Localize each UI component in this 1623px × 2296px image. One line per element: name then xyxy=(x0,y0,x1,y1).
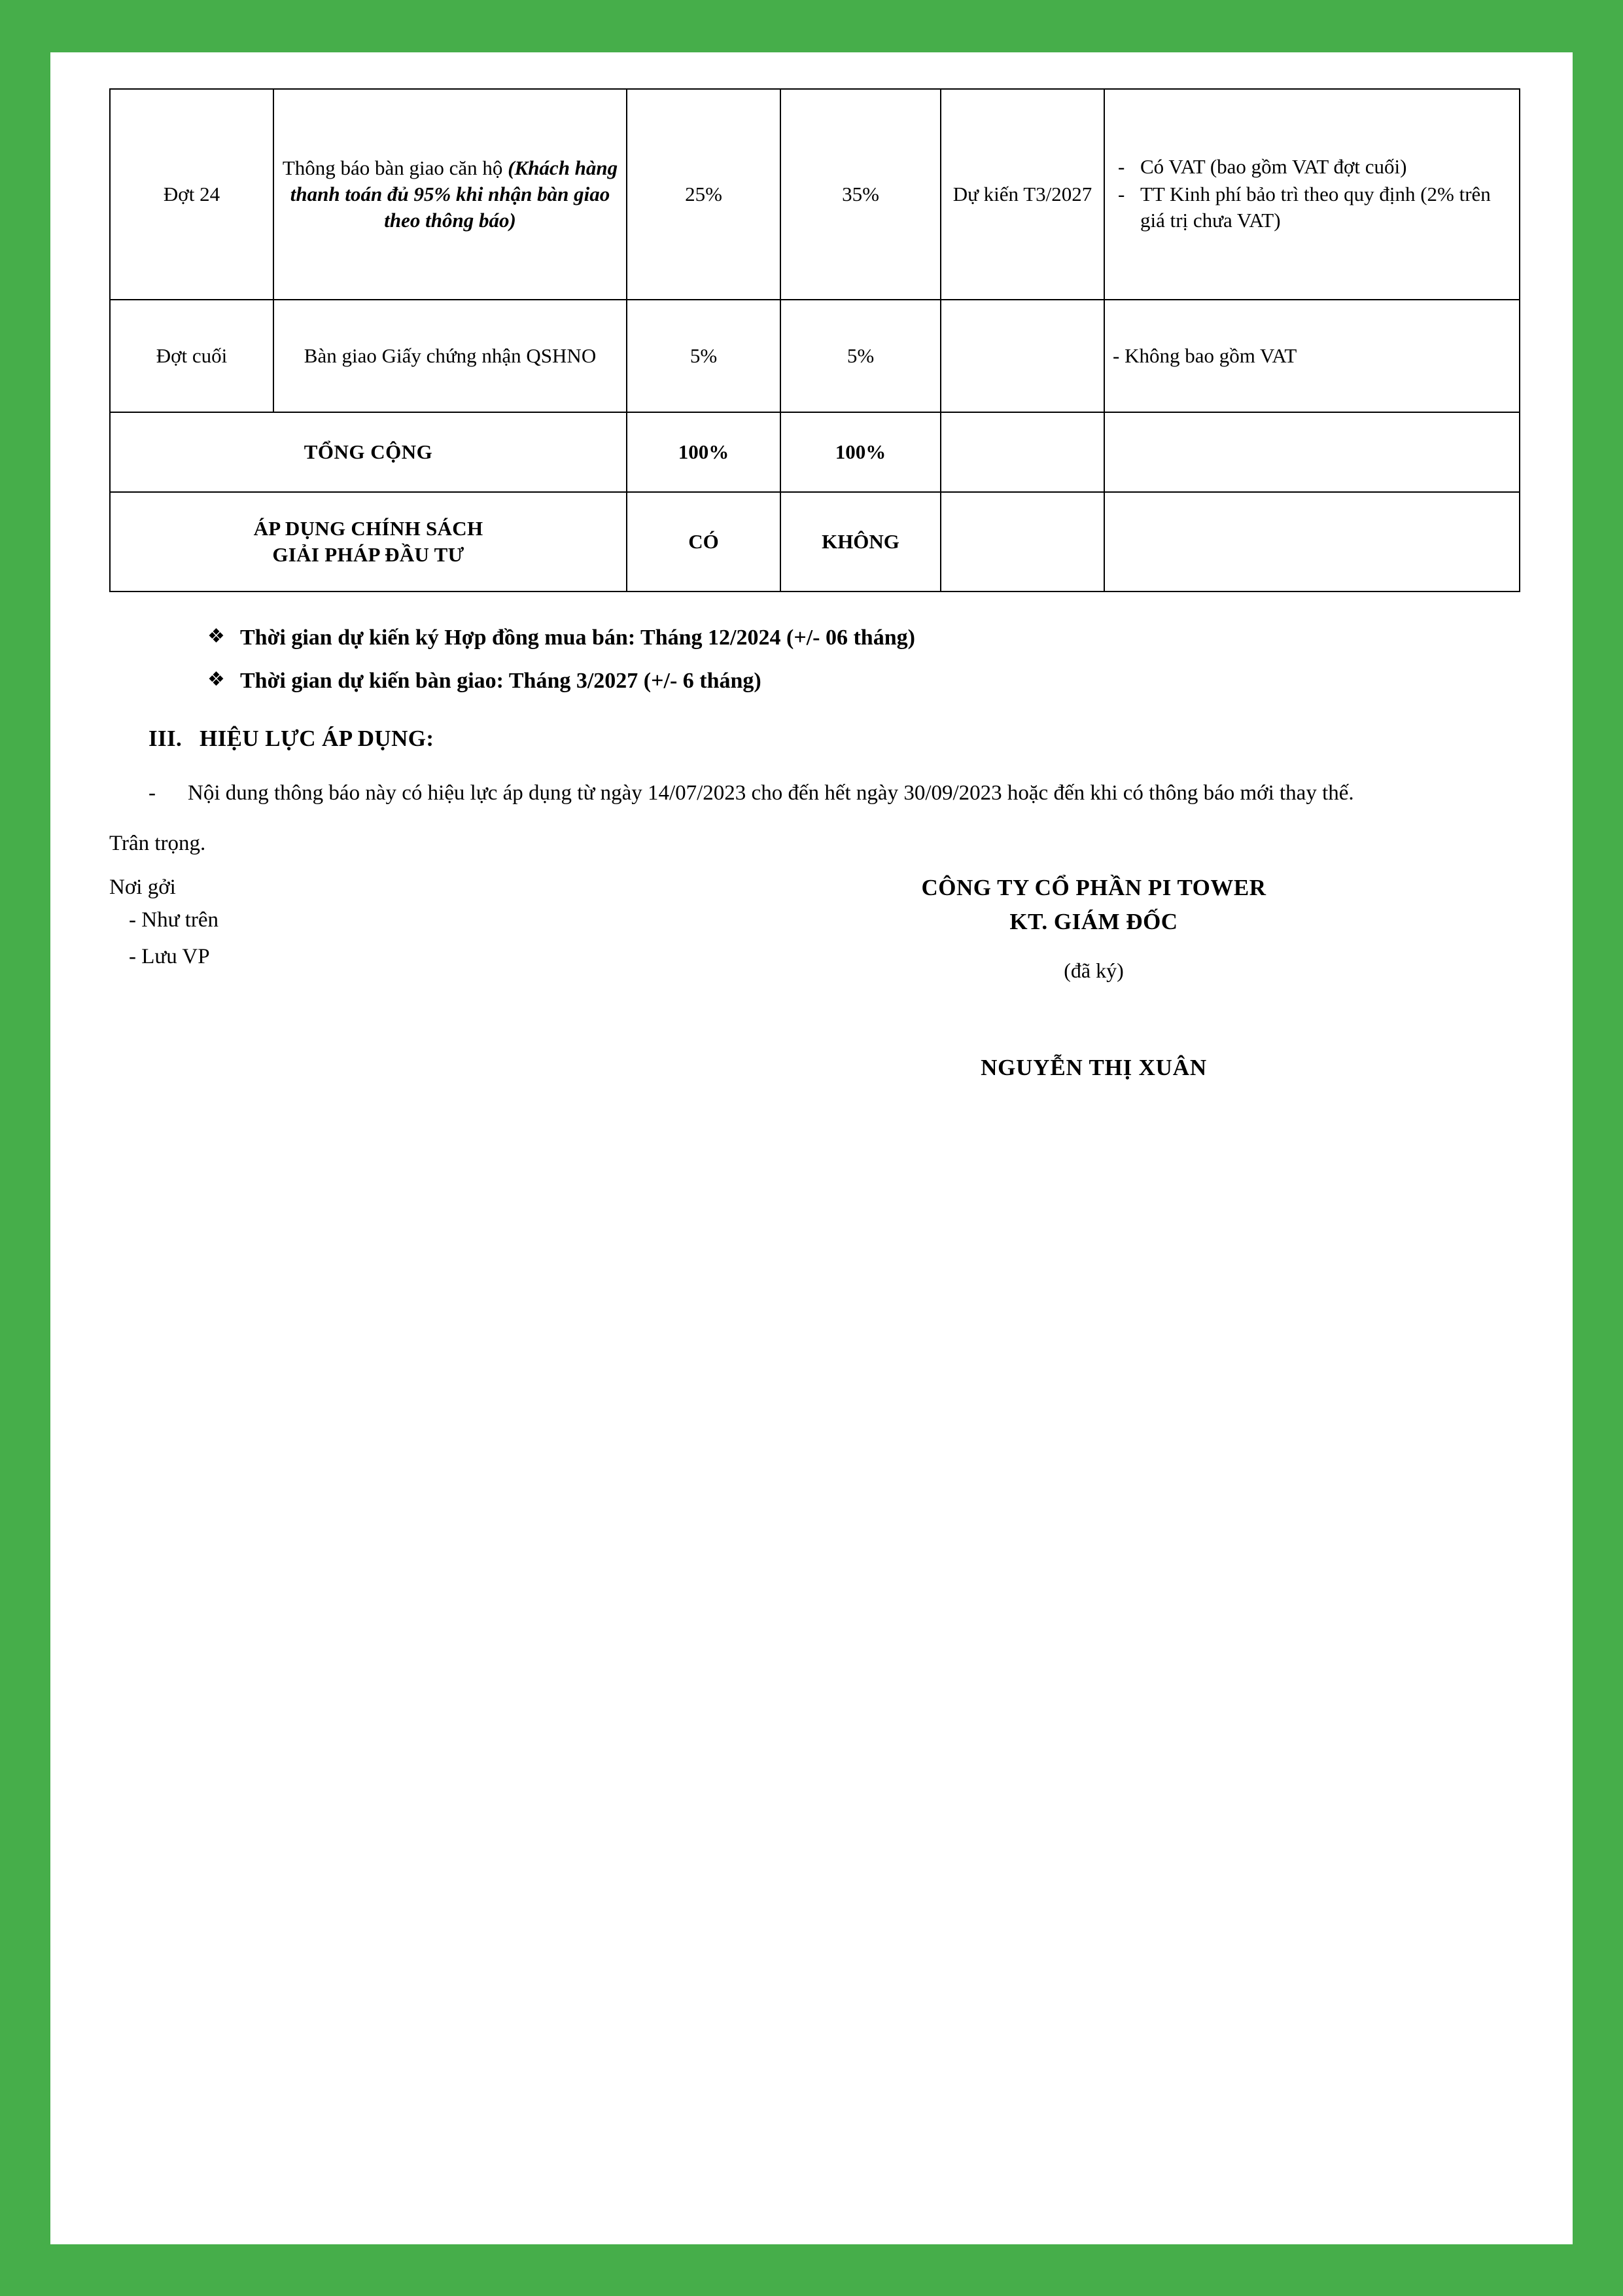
policy-label-line2: GIẢI PHÁP ĐẦU TƯ xyxy=(272,543,464,566)
cell-phase: Đợt 24 xyxy=(110,89,273,300)
recipients-label: Nơi gởi xyxy=(109,875,176,900)
diamond-bullet-icon: ❖ xyxy=(207,669,225,691)
policy-label xyxy=(110,492,627,592)
section-title: HIỆU LỰC ÁP DỤNG: xyxy=(200,726,434,752)
cell-expected-time xyxy=(941,300,1104,412)
total-percent-2: 100% xyxy=(780,412,941,492)
cell-description: Bàn giao Giấy chứng nhận QSHNO xyxy=(273,300,627,412)
cell-notes: - Không bao gồm VAT xyxy=(1104,300,1520,412)
cell-percent-2: 35% xyxy=(780,89,941,300)
policy-label-line1: ÁP DỤNG CHÍNH SÁCH xyxy=(253,517,483,540)
table-row xyxy=(110,300,1520,412)
document-page xyxy=(50,52,1573,2244)
signature-role: KT. GIÁM ĐỐC xyxy=(1009,908,1178,934)
cell-description-emphasis: (Khách hàng thanh toán đủ 95% khi nhận bàn giao theo thông báo) xyxy=(290,156,618,232)
cell-description xyxy=(273,89,627,300)
recipient-item: - Như trên xyxy=(129,908,219,932)
bullet-text: Thời gian dự kiến ký Hợp đồng mua bán: Tháng 12/2024 (+/- 06 tháng) xyxy=(240,626,915,650)
list-item: - Có VAT (bao gồm VAT đợt cuối) xyxy=(1113,154,1511,180)
signature-signed-note: (đã ký) xyxy=(1064,958,1124,982)
list-item xyxy=(207,624,1519,652)
list-item xyxy=(207,667,1519,696)
total-percent-1: 100% xyxy=(627,412,780,492)
section-heading xyxy=(148,726,1519,752)
diamond-bullet-icon: ❖ xyxy=(207,626,225,647)
bullet-text: Thời gian dự kiến bàn giao: Tháng 3/2027 (+/- 6 tháng) xyxy=(240,669,761,694)
recipient-item: - Lưu VP xyxy=(129,945,210,969)
policy-yes: CÓ xyxy=(627,492,780,592)
table-row-policy xyxy=(110,492,1520,592)
cell-phase: Đợt cuối xyxy=(110,300,273,412)
total-blank-time xyxy=(941,412,1104,492)
section-number: III. xyxy=(148,726,183,752)
document-content xyxy=(109,88,1519,1081)
cell-percent-1: 5% xyxy=(627,300,780,412)
total-blank-notes xyxy=(1104,412,1520,492)
cell-notes xyxy=(1104,89,1520,300)
signature-company: CÔNG TY CỔ PHẦN PI TOWER xyxy=(921,874,1266,900)
regards-line: Trân trọng. xyxy=(109,832,206,856)
payment-schedule-table xyxy=(109,88,1520,592)
list-item: - TT Kinh phí bảo trì theo quy định (2% trên giá trị chưa VAT) xyxy=(1113,181,1511,233)
cell-expected-time: Dự kiến T3/2027 xyxy=(941,89,1104,300)
policy-blank-time xyxy=(941,492,1104,592)
signature-name: NGUYỄN THỊ XUÂN xyxy=(981,1054,1207,1080)
cell-description-plain: Thông báo bàn giao căn hộ xyxy=(282,156,508,180)
policy-blank-notes xyxy=(1104,492,1520,592)
total-label: TỔNG CỘNG xyxy=(110,412,627,492)
table-row-total xyxy=(110,412,1520,492)
policy-no: KHÔNG xyxy=(780,492,941,592)
section-paragraph xyxy=(148,778,1519,809)
dash-bullet-icon: - xyxy=(148,781,156,805)
notes-list xyxy=(1113,154,1511,233)
paragraph-text: Nội dung thông báo này có hiệu lực áp dụng từ ngày 14/07/2023 cho đến hết ngày 30/09/2023 hoặc đến khi có thông báo mới thay thế. xyxy=(188,781,1354,805)
cell-percent-2: 5% xyxy=(780,300,941,412)
schedule-bullets xyxy=(207,624,1519,696)
table-row xyxy=(110,89,1520,300)
cell-percent-1: 25% xyxy=(627,89,780,300)
signature-block xyxy=(750,875,1437,1081)
